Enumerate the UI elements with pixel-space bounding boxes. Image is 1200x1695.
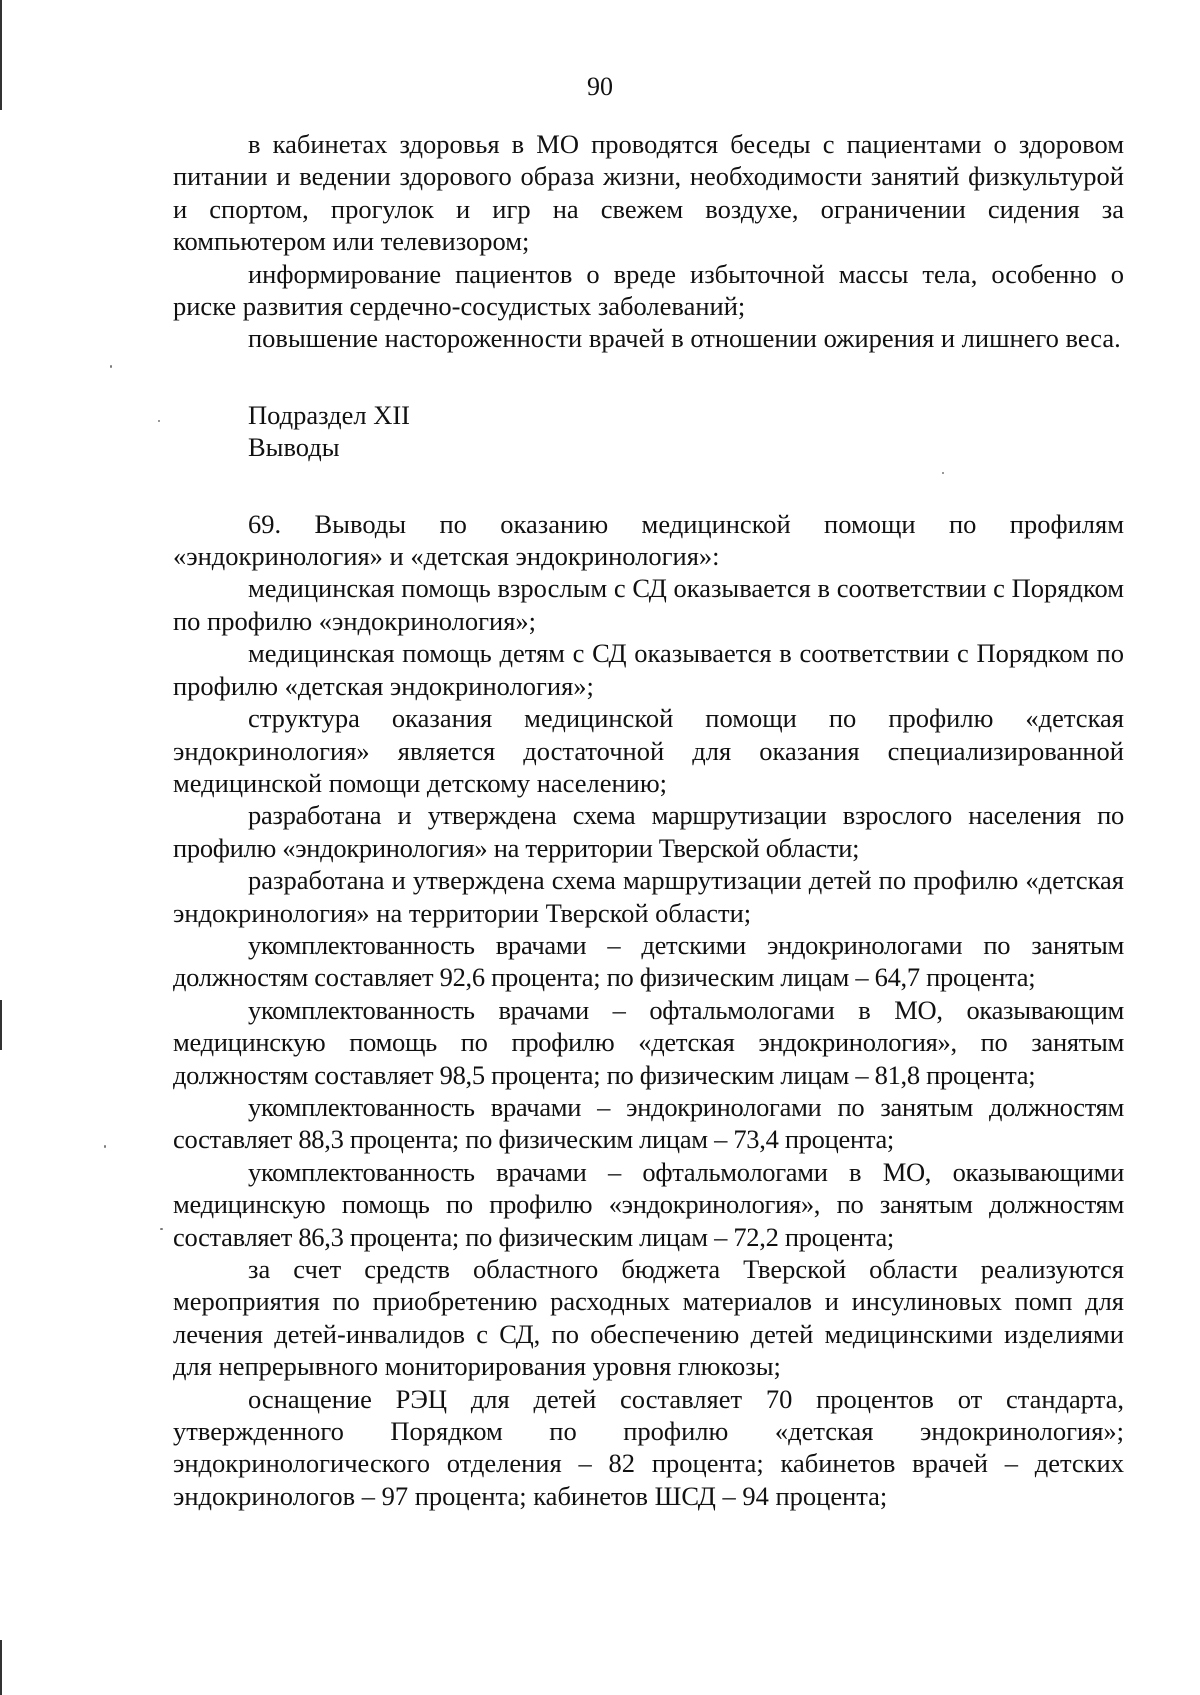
paragraph: медицинская помощь детям с СД оказывается в соответствии с Порядком по профилю «детская эндокринология»; [173, 638, 1124, 701]
scan-edge-line [0, 1640, 2, 1695]
section-title: Выводы [248, 432, 340, 463]
paragraph: укомплектованность врачами – эндокринологами по занятым должностям составляет 88,3 процента; по физическим лицам – 73,4 процента; [173, 1091, 1124, 1155]
paragraph: за счет средств областного бюджета Тверской области реализуются мероприятия по приобретению расходных материалов и инсулиновых помп для лечения детей-инвалидов с СД, по обеспечению детей медицинскими изделиями для непрерывного мониторирования уровня глюкозы; [173, 1254, 1124, 1382]
paragraph: укомплектованность врачами – детскими эндокринологами по занятым должностям составляет 92,6 процента; по физическим лицам – 64,7 процента; [173, 929, 1124, 993]
page-number: 90 [587, 72, 613, 101]
subsection-title: Подраздел XII [248, 399, 410, 430]
document-body [173, 128, 1124, 1512]
paragraph: информирование пациентов о вреде избыточной массы тела, особенно о риске развития сердечно-сосудистых заболеваний; [173, 258, 1124, 322]
paragraph: оснащение РЭЦ для детей составляет 70 процентов от стандарта, утвержденного Порядком по профилю «детская эндокринология»; эндокринологического отделения – 82 процента; кабинетов врачей – детских эндокринологов – 97 процента; кабинетов ШСД – 94 процента; [173, 1383, 1124, 1511]
paragraph: разработана и утверждена схема маршрутизации взрослого населения по профилю «эндокринология» на территории Тверской области; [173, 800, 1124, 863]
paragraph: медицинская помощь взрослым с СД оказывается в соответствии с Порядком по профилю «эндокринология»; [173, 573, 1124, 636]
section-heading [173, 399, 1124, 464]
paragraph: укомплектованность врачами – офтальмологами в МО, оказывающими медицинскую помощь по профилю «эндокринология», по занятым должностям составляет 86,3 процента; по физическим лицам – 72,2 процента; [173, 1156, 1124, 1252]
paragraph: в кабинетах здоровья в МО проводятся беседы с пациентами о здоровом питании и ведении здорового образа жизни, необходимости занятий физкультурой и спортом, прогулок и игр на свежем воздухе, ограничении сидения за компьютером или телевизором; [173, 129, 1124, 257]
scan-edge-line [0, 1000, 2, 1050]
paragraph: разработана и утверждена схема маршрутизации детей по профилю «детская эндокринология» на территории Тверской области; [173, 865, 1124, 928]
paragraph: повышение настороженности врачей в отношении ожирения и лишнего веса. [248, 323, 1121, 354]
scan-speck [104, 1145, 106, 1148]
scan-speck [160, 1228, 163, 1230]
paragraph: укомплектованность врачами – офтальмологами в МО, оказывающим медицинскую помощь по профилю «детская эндокринология», по занятым должностям составляет 98,5 процента; по физическим лицам – 81,8 процента; [173, 994, 1124, 1090]
paragraph: 69. Выводы по оказанию медицинской помощи по профилям «эндокринология» и «детская эндокринология»: [173, 508, 1124, 572]
scan-speck [158, 420, 160, 422]
scan-speck [110, 365, 112, 368]
paragraph: структура оказания медицинской помощи по профилю «детская эндокринология» является достаточной для оказания специализированной медицинской помощи детскому населению; [173, 703, 1124, 798]
